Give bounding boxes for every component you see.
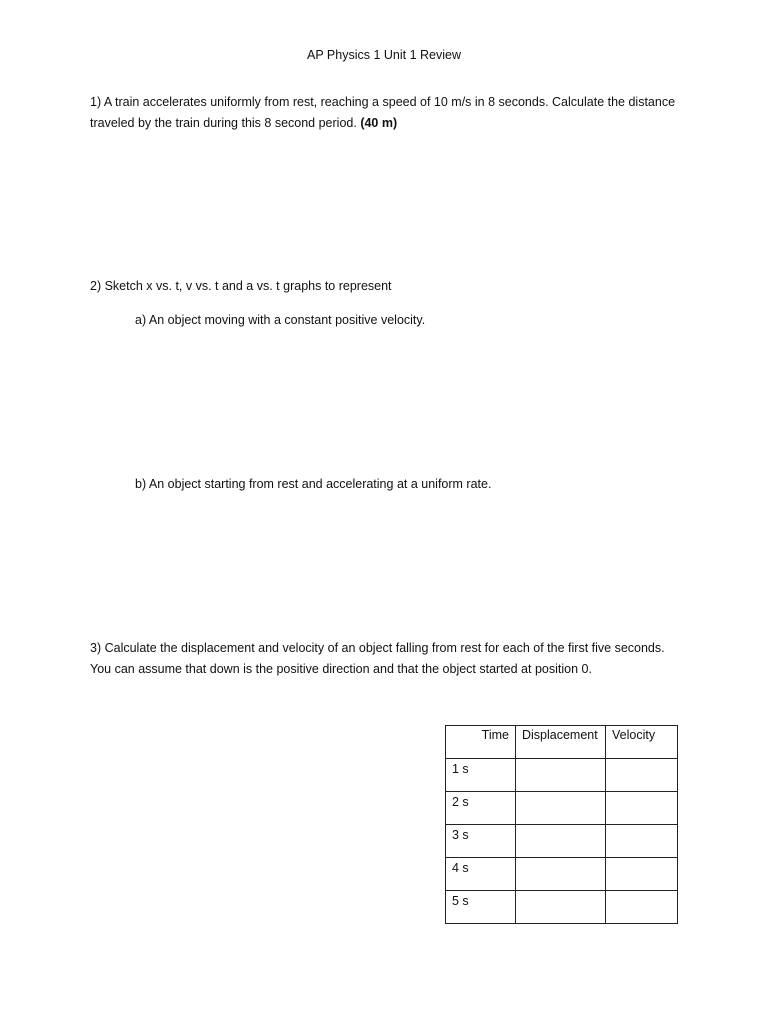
question-2-part-b: b) An object starting from rest and accelerating at a uniform rate. [135, 477, 492, 491]
question-1 [90, 92, 680, 134]
velocity-cell[interactable] [606, 759, 678, 792]
velocity-cell[interactable] [606, 792, 678, 825]
time-cell: 5 s [446, 891, 516, 924]
table-header-row [446, 726, 678, 759]
time-cell: 1 s [446, 759, 516, 792]
displacement-cell[interactable] [516, 759, 606, 792]
question-1-text: 1) A train accelerates uniformly from rest, reaching a speed of 10 m/s in 8 seconds. Calculate the distance traveled by the train during this 8 second period. [90, 95, 676, 130]
time-cell: 4 s [446, 858, 516, 891]
time-cell: 3 s [446, 825, 516, 858]
table-row [446, 891, 678, 924]
table-row [446, 858, 678, 891]
header-time: Time [446, 726, 516, 759]
displacement-cell[interactable] [516, 792, 606, 825]
question-2: 2) Sketch x vs. t, v vs. t and a vs. t graphs to represent [90, 279, 392, 293]
question-3: 3) Calculate the displacement and velocity of an object falling from rest for each of the first five seconds. You can assume that down is the positive direction and that the object started at position 0. [90, 641, 665, 676]
question-1-answer: (40 m) [360, 116, 398, 130]
displacement-cell[interactable] [516, 858, 606, 891]
header-displacement: Displacement [516, 726, 606, 759]
answer-table [445, 725, 678, 924]
velocity-cell[interactable] [606, 858, 678, 891]
table-row [446, 825, 678, 858]
velocity-cell[interactable] [606, 825, 678, 858]
displacement-cell[interactable] [516, 891, 606, 924]
page-title: AP Physics 1 Unit 1 Review [307, 48, 461, 62]
question-2-part-a: a) An object moving with a constant positive velocity. [135, 313, 426, 327]
velocity-cell[interactable] [606, 891, 678, 924]
header-velocity: Velocity [606, 726, 678, 759]
table-row [446, 759, 678, 792]
table-row [446, 792, 678, 825]
displacement-cell[interactable] [516, 825, 606, 858]
time-cell: 2 s [446, 792, 516, 825]
